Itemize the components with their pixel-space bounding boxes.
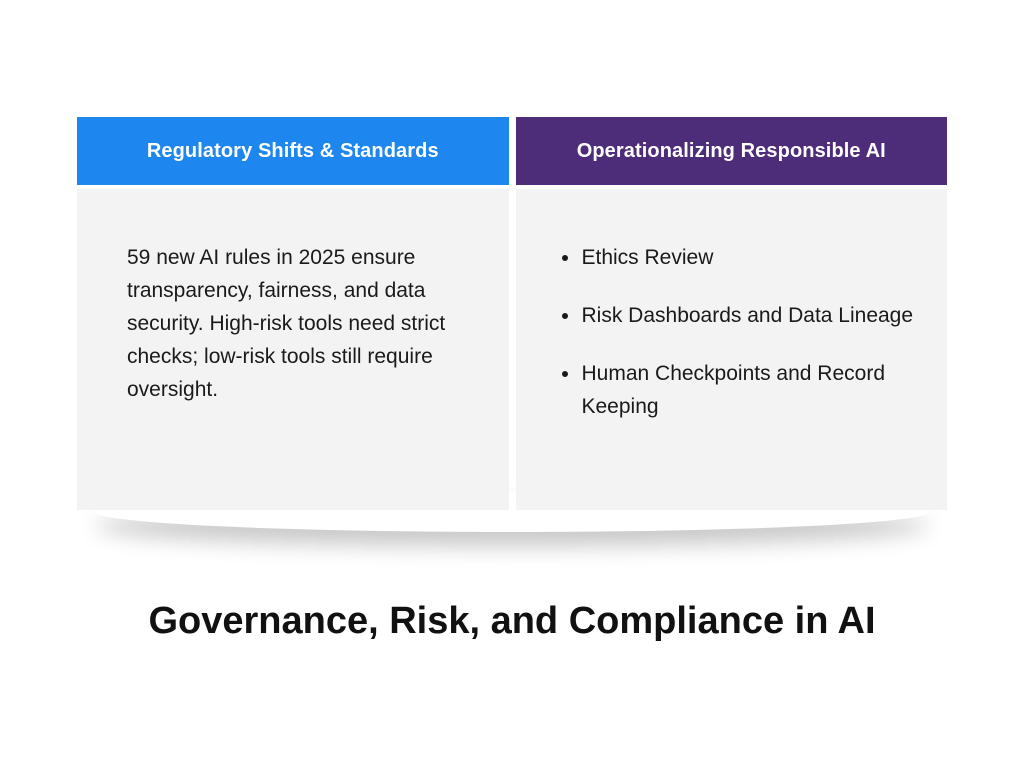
bullet-icon bbox=[562, 371, 568, 377]
bullet-list bbox=[560, 241, 920, 448]
column-header bbox=[516, 117, 948, 185]
column-header-label: Regulatory Shifts & Standards bbox=[146, 139, 439, 162]
list-item bbox=[560, 357, 920, 423]
column-body bbox=[516, 189, 948, 510]
list-item-text: Human Checkpoints and Record Keeping bbox=[581, 362, 885, 418]
column-body bbox=[77, 189, 509, 510]
bullet-icon bbox=[562, 313, 568, 319]
column-regulatory-shifts bbox=[77, 117, 509, 510]
column-header bbox=[77, 117, 509, 185]
list-item-text: Risk Dashboards and Data Lineage bbox=[581, 304, 914, 327]
comparison-panel bbox=[77, 117, 947, 510]
column-body-text: 59 new AI rules in 2025 ensure transparency, fairness, and data security. High-risk tools need strict checks; low-risk tools still require oversight. bbox=[127, 246, 446, 401]
bullet-icon bbox=[562, 255, 568, 261]
list-item bbox=[560, 299, 920, 332]
list-item bbox=[560, 241, 920, 274]
page-title: Governance, Risk, and Compliance in AI bbox=[148, 600, 876, 642]
column-header-label: Operationalizing Responsible AI bbox=[576, 139, 886, 162]
list-item-text: Ethics Review bbox=[581, 246, 714, 269]
column-operationalizing-responsible-ai bbox=[516, 117, 948, 510]
